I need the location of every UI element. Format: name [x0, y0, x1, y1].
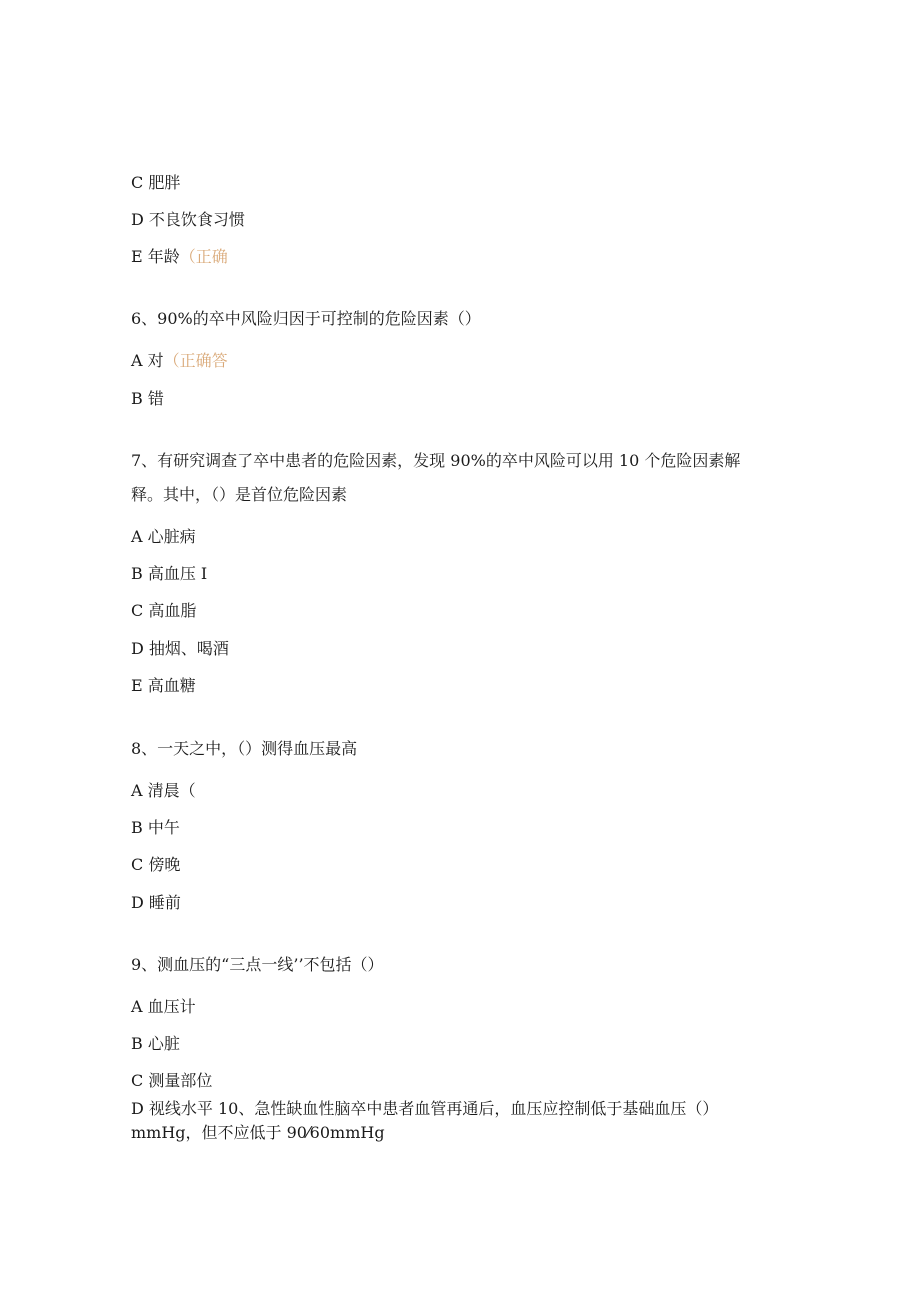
option-7e: E 高血糖 — [131, 676, 196, 695]
question-6: 6、90%的卒中风险归因于可控制的危险因素（） — [131, 309, 481, 328]
option-9a: A 血压计 — [131, 997, 196, 1016]
option-8a: A 清晨（ — [131, 781, 196, 800]
option-6a-label: A 对 — [131, 351, 164, 370]
option-9b: B 心脏 — [131, 1034, 180, 1053]
option-7c: C 高血脂 — [131, 601, 197, 620]
option-9c: C 测量部位 — [131, 1071, 213, 1090]
option-8b: B 中午 — [131, 818, 180, 837]
option-9d-line2: mmHg，但不应低于 90⁄60mmHg — [131, 1123, 385, 1142]
question-9: 9、测血压的“三点一线’’不包括（） — [131, 955, 384, 974]
answer-note: （正确答 — [163, 351, 228, 370]
option-6b: B 错 — [131, 389, 164, 408]
option-9d-line1: D 视线水平 10、急性缺血性脑卒中患者血管再通后，血压应控制低于基础血压（） — [131, 1099, 719, 1118]
option-e-label: E 年龄 — [131, 247, 180, 266]
answer-note: （正确 — [179, 247, 228, 266]
question-7-line1: 7、有研究调查了卒中患者的危险因素，发现 90%的卒中风险可以用 10 个危险因素解 — [131, 451, 741, 470]
option-8c: C 傍晚 — [131, 855, 181, 874]
option-e-age — [131, 247, 228, 267]
question-8: 8、一天之中，（）测得血压最高 — [131, 739, 358, 758]
option-c-obesity: C 肥胖 — [131, 173, 181, 192]
option-7b: B 高血压 I — [131, 564, 208, 583]
option-8d: D 睡前 — [131, 893, 181, 912]
option-6a — [131, 351, 228, 371]
option-7d: D 抽烟、喝酒 — [131, 639, 229, 658]
option-d-diet: D 不良饮食习惯 — [131, 210, 245, 229]
question-7-line2: 释。其中，（）是首位危险因素 — [131, 485, 348, 504]
option-7a: A 心脏病 — [131, 527, 196, 546]
